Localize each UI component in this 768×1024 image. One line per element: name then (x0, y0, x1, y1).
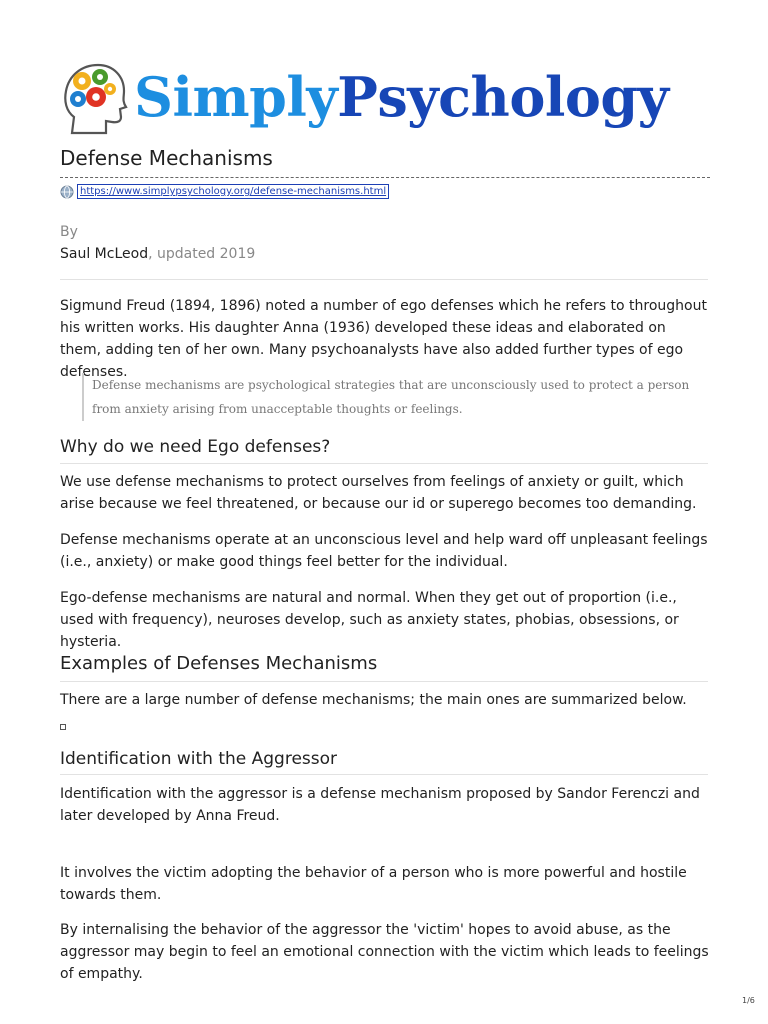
identification-paragraph-2: It involves the victim adopting the behavior of a person who is more powerful and hostile towards them. (60, 865, 687, 903)
examples-paragraph: There are a large number of defense mechanisms; the main ones are summarized below. (60, 692, 687, 708)
logo-wordmark (134, 65, 669, 129)
logo-simply: Simply (134, 65, 338, 129)
intro-paragraph: Sigmund Freud (1894, 1896) noted a number of ego defenses which he refers to throughout his written works. His daughter Anna (1936) developed these ideas and elaborated on them, adding ten of her own. Many psychoanalysts have also added further types of ego defenses. (60, 298, 707, 380)
head-gears-icon (60, 59, 130, 139)
by-label: By (60, 224, 78, 240)
why-paragraph-3: Ego-defense mechanisms are natural and normal. When they get out of proportion (i.e., used with frequency), neuroses develop, such as anxiety states, phobias, obsessions, or hysteria. (60, 590, 679, 650)
page-number: 1/6 (742, 996, 755, 1005)
why-divider (60, 463, 708, 464)
byline (60, 246, 255, 262)
title-divider (60, 177, 710, 178)
identification-paragraph-1: Identification with the aggressor is a defense mechanism proposed by Sandor Ferenczi and later developed by Anna Freud. (60, 786, 700, 824)
byline-divider (60, 279, 708, 280)
logo-psychology: Psychology (337, 65, 669, 129)
identification-paragraph-3: By internalising the behavior of the aggressor the 'victim' hopes to avoid abuse, as the aggressor may begin to feel an emotional connection with the victim which leads to feelings of empathy. (60, 922, 709, 982)
why-paragraph-2: Defense mechanisms operate at an unconscious level and help ward off unpleasant feelings (i.e., anxiety) or make good things feel better for the individual. (60, 532, 708, 570)
examples-heading: Examples of Defenses Mechanisms (60, 653, 378, 674)
page-title: Defense Mechanisms (60, 146, 273, 170)
updated-date: , updated 2019 (148, 246, 256, 262)
globe-icon (60, 185, 74, 199)
identification-divider (60, 774, 708, 775)
definition-quote: Defense mechanisms are psychological strategies that are unconsciously used to protect a person from anxiety arising from unacceptable thoughts or feelings. (82, 373, 712, 421)
broken-image-placeholder (60, 724, 66, 730)
author-name[interactable]: Saul McLeod (60, 246, 149, 262)
site-logo[interactable] (60, 56, 710, 142)
examples-divider (60, 681, 708, 682)
why-paragraph-1: We use defense mechanisms to protect ourselves from feelings of anxiety or guilt, which arise because we feel threatened, or because our id or superego becomes too demanding. (60, 474, 697, 512)
source-url-row (60, 184, 389, 199)
why-heading: Why do we need Ego defenses? (60, 437, 331, 457)
source-url-link[interactable]: https://www.simplypsychology.org/defense-mechanisms.html (77, 184, 389, 199)
identification-heading: Identification with the Aggressor (60, 749, 338, 769)
